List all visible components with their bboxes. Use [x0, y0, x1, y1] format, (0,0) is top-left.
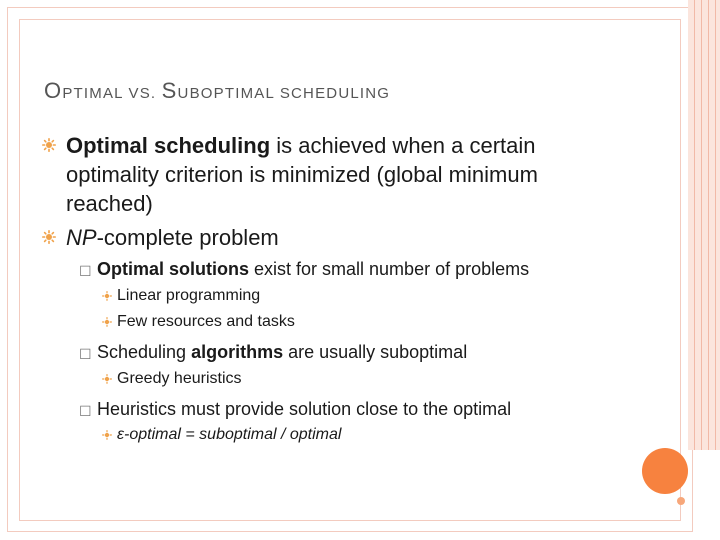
- bullet-np-complete: NP-complete problem: [66, 225, 279, 250]
- sub-bullet-heuristics: Heuristics must provide solution close to the optimal: [97, 399, 512, 419]
- sun-bullet-icon: [102, 430, 112, 440]
- list-item-greedy-heuristics: Greedy heuristics: [117, 370, 242, 387]
- decorative-circle-small: [677, 497, 685, 505]
- sun-bullet-icon: [102, 374, 112, 384]
- sub-bullet-scheduling-algorithms: Scheduling algorithms are usually suboptimal: [97, 342, 468, 362]
- sub-bullet-optimal-solutions: Optimal solutions exist for small number of problems: [97, 259, 530, 279]
- sun-bullet-icon: [42, 230, 56, 244]
- decorative-stripe: [688, 0, 720, 450]
- sun-bullet-icon: [42, 138, 56, 152]
- bullet-optimal-scheduling: Optimal scheduling is achieved when a certain optimality criterion is minimized (global minimum reached): [66, 133, 538, 216]
- sun-bullet-icon: [102, 317, 112, 327]
- checkbox-bullet-icon: ☐: [79, 346, 92, 362]
- list-item-few-resources: Few resources and tasks: [117, 313, 295, 330]
- checkbox-bullet-icon: ☐: [79, 403, 92, 419]
- decorative-circle-large: [642, 448, 688, 494]
- list-item-epsilon-optimal: ε-optimal = suboptimal / optimal: [117, 426, 342, 443]
- checkbox-bullet-icon: ☐: [79, 263, 92, 279]
- sun-bullet-icon: [102, 291, 112, 301]
- slide-title: OPTIMAL VS. SUBOPTIMAL SCHEDULING: [44, 78, 391, 103]
- list-item-linear-programming: Linear programming: [117, 287, 261, 304]
